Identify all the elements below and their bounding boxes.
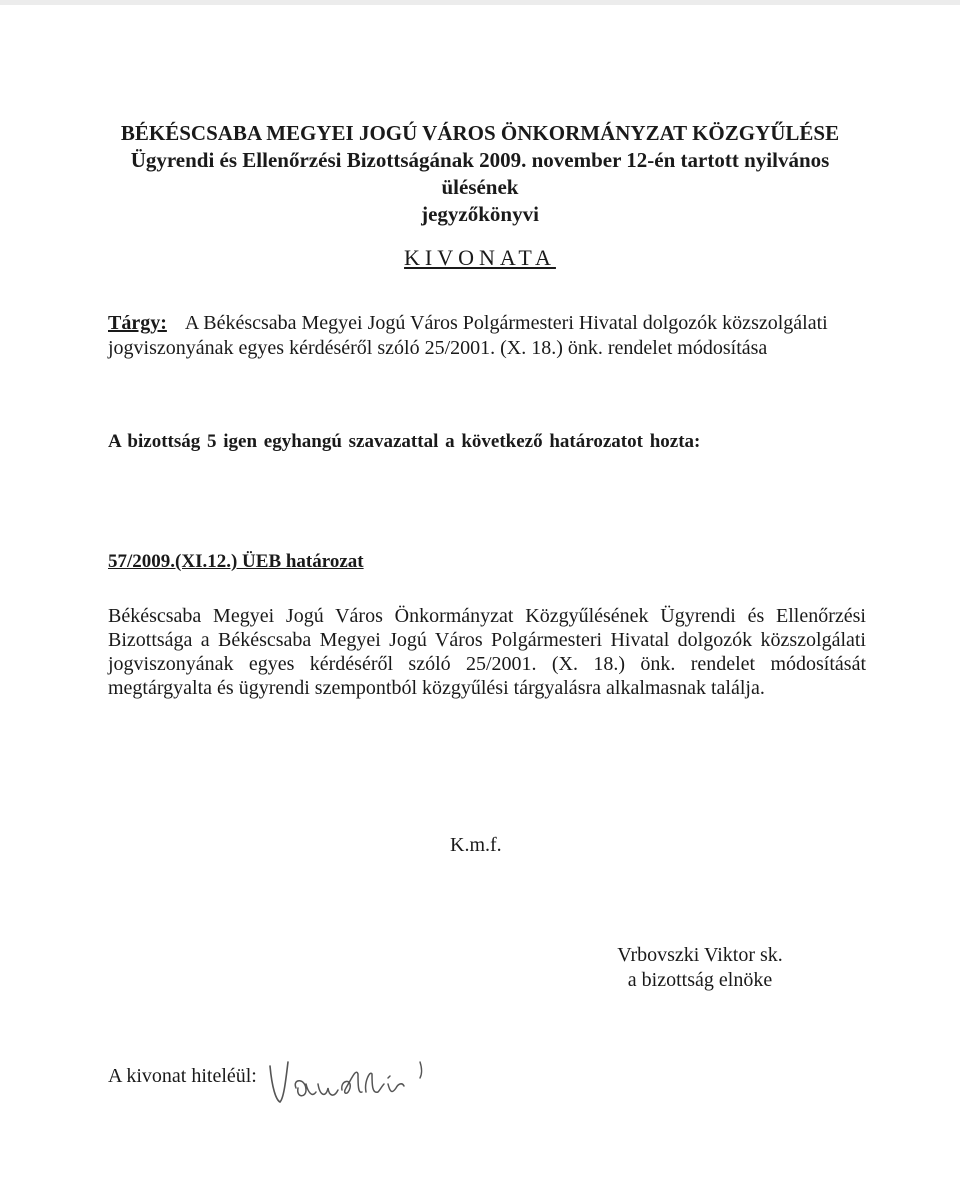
header-line-3: jegyzőkönyvi xyxy=(421,202,539,226)
subject-text: A Békéscsaba Megyei Jogú Város Polgármesteri Hivatal dolgozók közszolgálati jogviszonyának egyes kérdéséről szóló 25/2001. (X. 18.) önk. rendelet módosítása xyxy=(108,312,828,359)
header-line-1: BÉKÉSCSABA MEGYEI JOGÚ VÁROS ÖNKORMÁNYZAT KÖZGYŰLÉSE xyxy=(120,121,840,145)
signer-title: a bizottság elnöke xyxy=(627,969,773,991)
resolution-text: Békéscsaba Megyei Jogú Város Önkormányzat Közgyűlésének Ügyrendi és Ellenőrzési Bizottsága a Békéscsaba Megyei Jogú Város Polgármesteri Hivatal dolgozók közszolgálati jogviszonyának egyes kérdéséről szóló 25/2001. (X. 18.) önk. rendelet módosítását megtárgyalta és ügyrendi szempontból közgyűlési tárgyalásra alkalmasnak találja. xyxy=(108,605,866,699)
kmf-label: K.m.f. xyxy=(450,834,502,856)
subject-label: Tárgy: xyxy=(108,312,167,334)
attestation-label: A kivonat hiteléül: xyxy=(108,1065,257,1087)
document-header xyxy=(100,120,860,228)
header-line-2: Ügyrendi és Ellenőrzési Bizottságának 2009. november 12-én tartott nyilvános ülésének xyxy=(130,148,830,199)
document-title-kivonata: KIVONATA xyxy=(404,245,556,270)
resolution-number: 57/2009.(XI.12.) ÜEB határozat xyxy=(108,551,364,572)
page-top-border xyxy=(0,0,960,5)
subject-paragraph xyxy=(108,311,868,361)
vote-statement: A bizottság 5 igen egyhangú szavazattal a következő határozatot hozta: xyxy=(108,431,701,452)
handwritten-signature xyxy=(262,1048,442,1108)
signer-block xyxy=(590,943,810,993)
signer-name: Vrbovszki Viktor sk. xyxy=(617,944,783,966)
